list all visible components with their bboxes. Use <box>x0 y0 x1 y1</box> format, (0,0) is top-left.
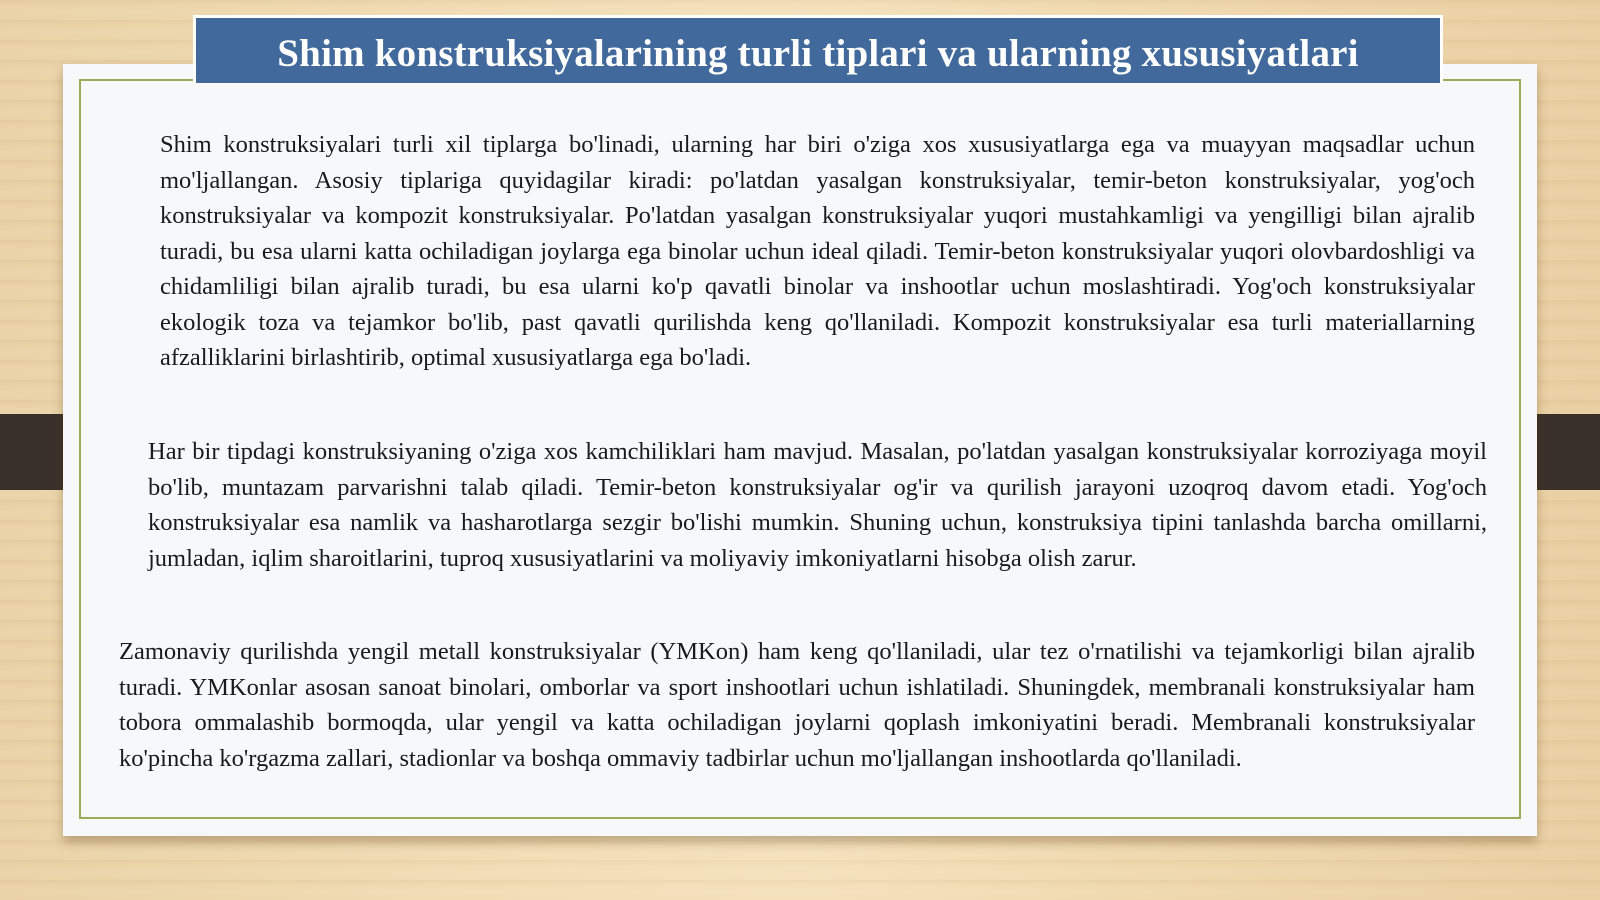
paragraph-modern: Zamonaviy qurilishda yengil metall konstruksiyalar (YMKon) ham keng qo'llaniladi, ular tez o'rnatilishi va tejamkorligi bilan ajralib turadi. YMKonlar asosan sanoat binolari, omborlar va sport inshootlari uchun ishlatiladi. Shuningdek, membranali konstruksiyalar ham tobora ommalashib bormoqda, ular yengil va katta ochiladigan joylarni qoplash imkoniyatini beradi. Membranali konstruksiyalar ko'pincha ko'rgazma zallari, stadionlar va boshqa ommaviy tadbirlar uchun mo'ljallangan inshootlarda qo'llaniladi. <box>119 638 1475 772</box>
paragraph-types: Shim konstruksiyalari turli xil tiplarga bo'linadi, ularning har biri o'ziga xos xususiyatlarga ega va muayyan maqsadlar uchun mo'ljallangan. Asosiy tiplariga quyidagilar kiradi: po'latdan yasalgan konstruksiyalar, temir-beton konstruksiyalar, yog'och konstruksiyalar va kompozit konstruksiyalar. Po'latdan yasalgan konstruksiyalar yuqori mustahkamligi va yengilligi bilan ajralib turadi, bu esa ularni katta ochiladigan joylarga ega binolar uchun ideal qiladi. Temir-beton konstruksiyalar yuqori olovbardoshligi va chidamliligi bilan ajralib turadi, bu esa ularni ko'p qavatli binolar va inshootlar uchun moslashtiradi. Yog'och konstruksiyalar ekologik toza va tejamkor bo'lib, past qavatli qurilishda keng qo'llaniladi. Kompozit konstruksiyalar esa turli materiallarning afzalliklarini birlashtirib, optimal xususiyatlarga ega bo'ladi. <box>160 131 1475 371</box>
title-bar <box>193 15 1443 83</box>
slide-title: Shim konstruksiyalarining turli tiplari va ularning xususiyatlari <box>277 32 1359 75</box>
paragraph-drawbacks: Har bir tipdagi konstruksiyaning o'ziga xos kamchiliklari ham mavjud. Masalan, po'latdan yasalgan konstruksiyalar korroziyaga moyil bo'lib, muntazam parvarishni talab qiladi. Temir-beton konstruksiyalar og'ir va qurilish jarayoni uzoqroq davom etadi. Yog'och konstruksiyalar esa namlik va hasharotlarga sezgir bo'lishi mumkin. Shuning uchun, konstruksiya tipini tanlashda barcha omillarni, jumladan, iqlim sharoitlarini, tuproq xususiyatlarini va moliyaviy imkoniyatlarni hisobga olish zarur. <box>148 438 1487 572</box>
